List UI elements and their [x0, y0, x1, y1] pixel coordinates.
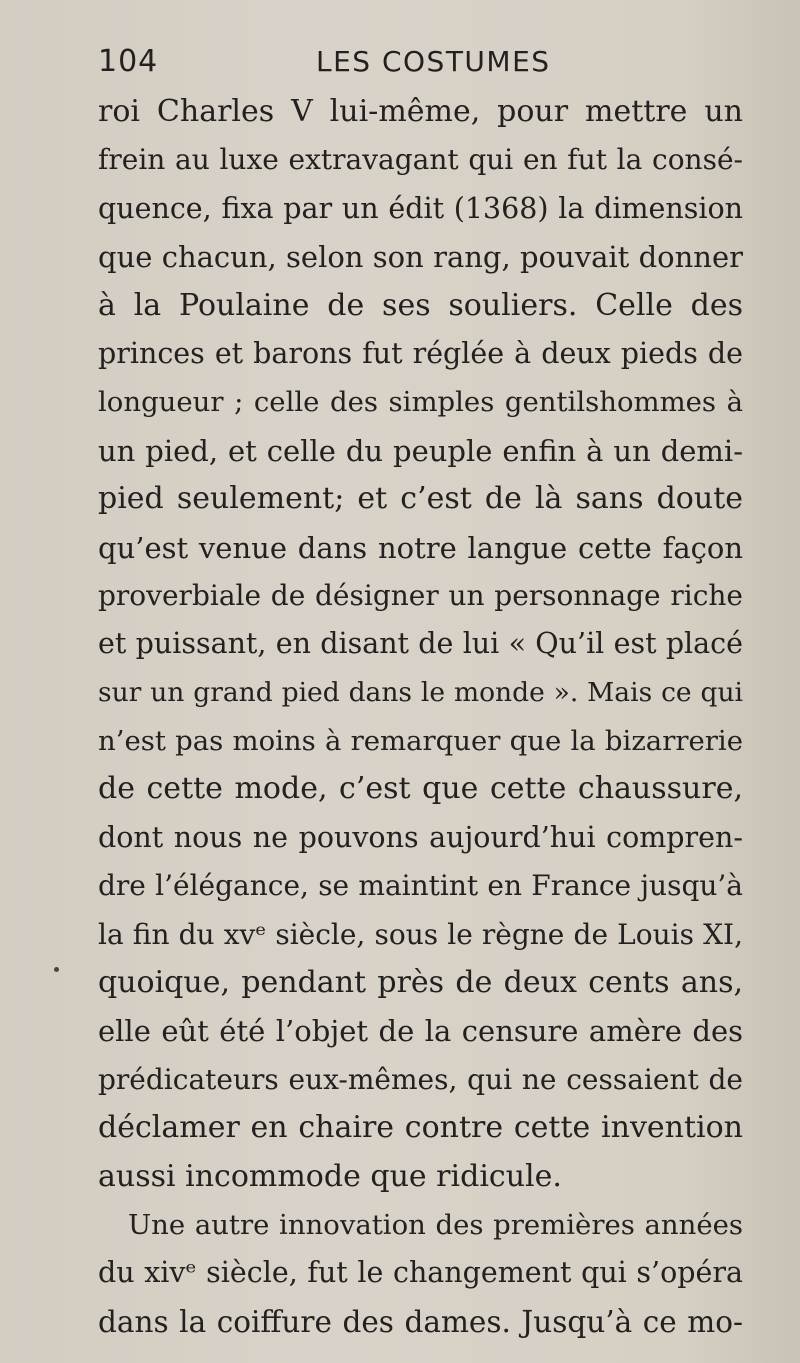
text-line: prédicateurs eux-mêmes, qui ne cessaient de: [98, 1062, 743, 1096]
running-title: LES COSTUMES: [316, 45, 551, 78]
running-head: [98, 40, 738, 84]
text-line: quoique, pendant près de deux cents ans,: [98, 965, 743, 1001]
text-line: dre l’élégance, se maintint en France jusqu’à: [98, 869, 743, 903]
text-line: dont nous ne pouvons aujourd’hui compren-: [98, 820, 743, 854]
text-line: sur un grand pied dans le monde ». Mais ce qui: [98, 676, 743, 708]
text-line: et puissant, en disant de lui « Qu’il est placé: [98, 627, 743, 661]
text-line: de cette mode, c’est que cette chaussure,: [98, 771, 743, 807]
text-line: aussi incommode que ridicule.: [98, 1158, 562, 1194]
body-text: [98, 88, 743, 1346]
text-line: quence, fixa par un édit (1368) la dimension: [98, 191, 743, 225]
text-line: Une autre innovation des premières années: [128, 1208, 743, 1241]
text-line: la fin du xvᵉ siècle, sous le règne de Louis XI,: [98, 917, 743, 951]
text-line: du xivᵉ siècle, fut le changement qui s’opéra: [98, 1256, 743, 1290]
text-line: princes et barons fut réglée à deux pieds de: [98, 336, 743, 370]
margin-mark: [54, 967, 59, 972]
text-line: proverbiale de désigner un personnage riche: [98, 578, 743, 612]
text-line: roi Charles V lui-même, pour mettre un: [98, 94, 743, 129]
text-line: un pied, et celle du peuple enfin à un demi-: [98, 433, 743, 468]
text-line: dans la coiffure des dames. Jusqu’à ce mo-: [98, 1304, 743, 1339]
text-line: à la Poulaine de ses souliers. Celle des: [98, 287, 743, 323]
text-line: qu’est venue dans notre langue cette façon: [98, 530, 743, 565]
text-line: frein au luxe extravagant qui en fut la consé-: [98, 143, 743, 177]
text-line: elle eût été l’objet de la censure amère des: [98, 1014, 743, 1049]
page-number: 104: [98, 44, 159, 79]
text-line: longueur ; celle des simples gentilshommes à: [98, 386, 743, 419]
text-line: n’est pas moins à remarquer que la bizarrerie: [98, 725, 743, 758]
text-line: que chacun, selon son rang, pouvait donner: [98, 240, 743, 275]
text-line: déclamer en chaire contre cette invention: [98, 1110, 743, 1146]
text-line: pied seulement; et c’est de là sans doute: [98, 481, 743, 517]
